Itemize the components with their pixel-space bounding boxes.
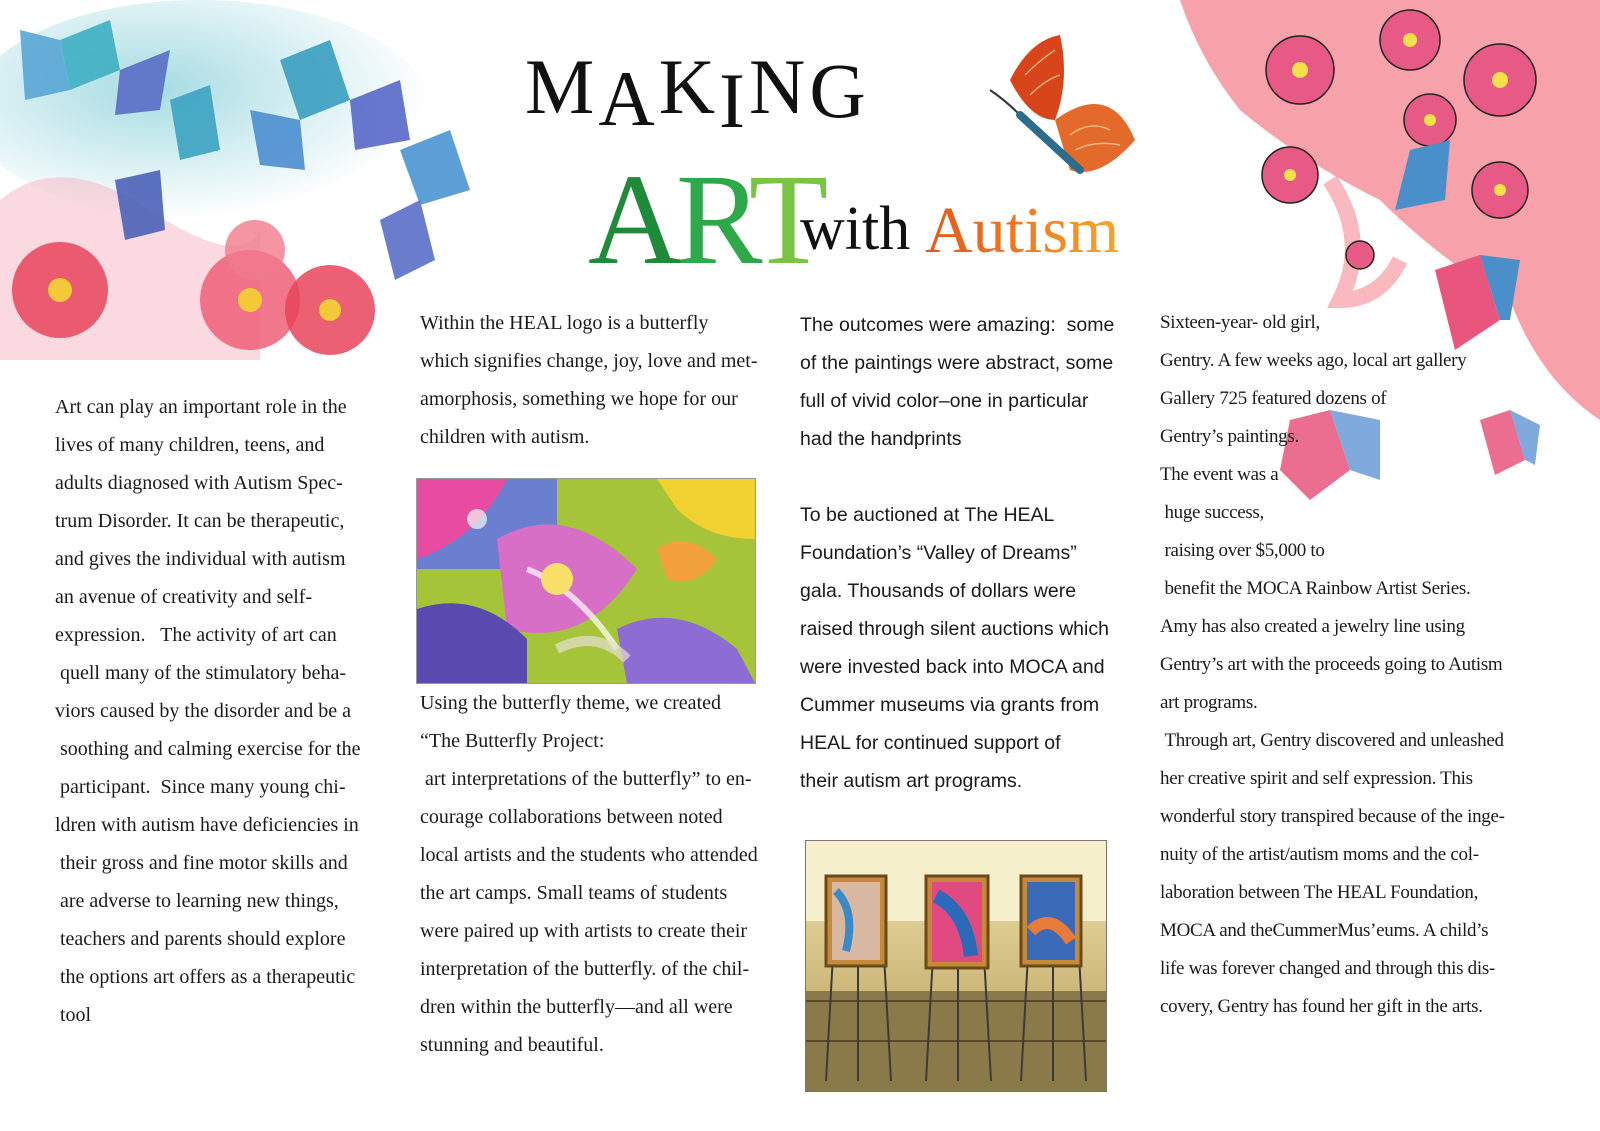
text-line: had the handprints [800,428,962,450]
text-line: The event was a [1160,464,1279,485]
text-line: dren within the butterfly—and all were [420,996,733,1018]
text-line: raising over $5,000 to [1160,540,1325,561]
column-gentry-story [1160,304,1520,1026]
column-heal-logo [420,304,770,456]
text-line: soothing and calming exercise for the [55,738,361,760]
orange-butterfly-icon [960,20,1160,200]
butterfly-painting-image [416,478,756,684]
text-line: the art camps. Small teams of students [420,882,728,904]
text-line: Gentry’s art with the proceeds going to Autism [1160,654,1503,675]
text-line: To be auctioned at The HEAL [800,504,1055,526]
text-line: raised through silent auctions which [800,618,1109,640]
text-line: their gross and fine motor skills and [55,852,348,874]
text-line: Gentry. A few weeks ago, local art gallery [1160,350,1467,371]
text-line: of the paintings were abstract, some [800,352,1114,374]
text-line: Cummer museums via grants from [800,694,1100,716]
text-line: local artists and the students who attended [420,844,758,866]
text-line: The outcomes were amazing: some [800,314,1115,336]
title-autism: Autism [925,194,1120,267]
text-line: were paired up with artists to create their [420,920,748,942]
text-line: were invested back into MOCA and [800,656,1105,678]
text-line: Within the HEAL logo is a butterfly [420,312,709,334]
text-line: full of vivid color–one in particular [800,390,1089,412]
text-line: courage collaborations between noted [420,806,723,828]
text-line: lives of many children, teens, and [55,434,325,456]
gallery-easels-photo [805,840,1107,1092]
text-line: trum Disorder. It can be therapeutic, [55,510,345,532]
title-art: ART [588,148,823,292]
text-line: and gives the individual with autism [55,548,346,570]
text-line: their autism art programs. [800,770,1023,792]
title-making: MAKING [525,43,870,144]
text-line: quell many of the stimulatory beha- [55,662,347,684]
text-line: laboration between The HEAL Foundation, [1160,882,1479,903]
column-outcomes [800,306,1120,458]
text-line: Amy has also created a jewelry line using [1160,616,1465,637]
text-line: ldren with autism have deficiencies in [55,814,359,836]
text-line: covery, Gentry has found her gift in the arts. [1160,996,1483,1017]
column-butterfly-project [420,684,770,1064]
text-line: are adverse to learning new things, [55,890,339,912]
text-line: amorphosis, something we hope for our [420,388,738,410]
text-line: benefit the MOCA Rainbow Artist Series. [1160,578,1471,599]
title-with: with [800,195,911,263]
text-line: life was forever changed and through this dis- [1160,958,1495,979]
text-line: stunning and beautiful. [420,1034,604,1056]
text-line: Gentry’s paintings. [1160,426,1299,447]
text-line: Gallery 725 featured dozens of [1160,388,1387,409]
text-line: wonderful story transpired because of the inge- [1160,806,1505,827]
text-line: an avenue of creativity and self- [55,586,313,608]
text-line: gala. Thousands of dollars were [800,580,1077,602]
text-line: nuity of the artist/autism moms and the col- [1160,844,1479,865]
text-line: tool [55,1004,92,1026]
text-line: children with autism. [420,426,590,448]
text-line: participant. Since many young chi- [55,776,346,798]
text-line: her creative spirit and self expression. This [1160,768,1473,789]
text-line: MOCA and theCummerMus’eums. A child’s [1160,920,1489,941]
text-line: which signifies change, joy, love and met- [420,350,758,372]
column-auction [800,496,1130,800]
text-line: adults diagnosed with Autism Spec- [55,472,343,494]
text-line: viors caused by the disorder and be a [55,700,352,722]
text-line: Art can play an important role in the [55,396,347,418]
column-intro [55,388,385,1034]
text-line: huge success, [1160,502,1264,523]
text-line: expression. The activity of art can [55,624,337,646]
text-line: teachers and parents should explore [55,928,346,950]
text-line: HEAL for continued support of [800,732,1061,754]
text-line: art programs. [1160,692,1258,713]
text-line: “The Butterfly Project: [420,730,605,752]
text-line: interpretation of the butterfly. of the chil- [420,958,750,980]
text-line: the options art offers as a therapeutic [55,966,356,988]
text-line: Sixteen-year- old girl, [1160,312,1320,333]
text-line: art interpretations of the butterfly” to en- [420,768,752,790]
text-line: Through art, Gentry discovered and unleashed [1160,730,1504,751]
text-line: Foundation’s “Valley of Dreams” [800,542,1077,564]
text-line: Using the butterfly theme, we created [420,692,721,714]
